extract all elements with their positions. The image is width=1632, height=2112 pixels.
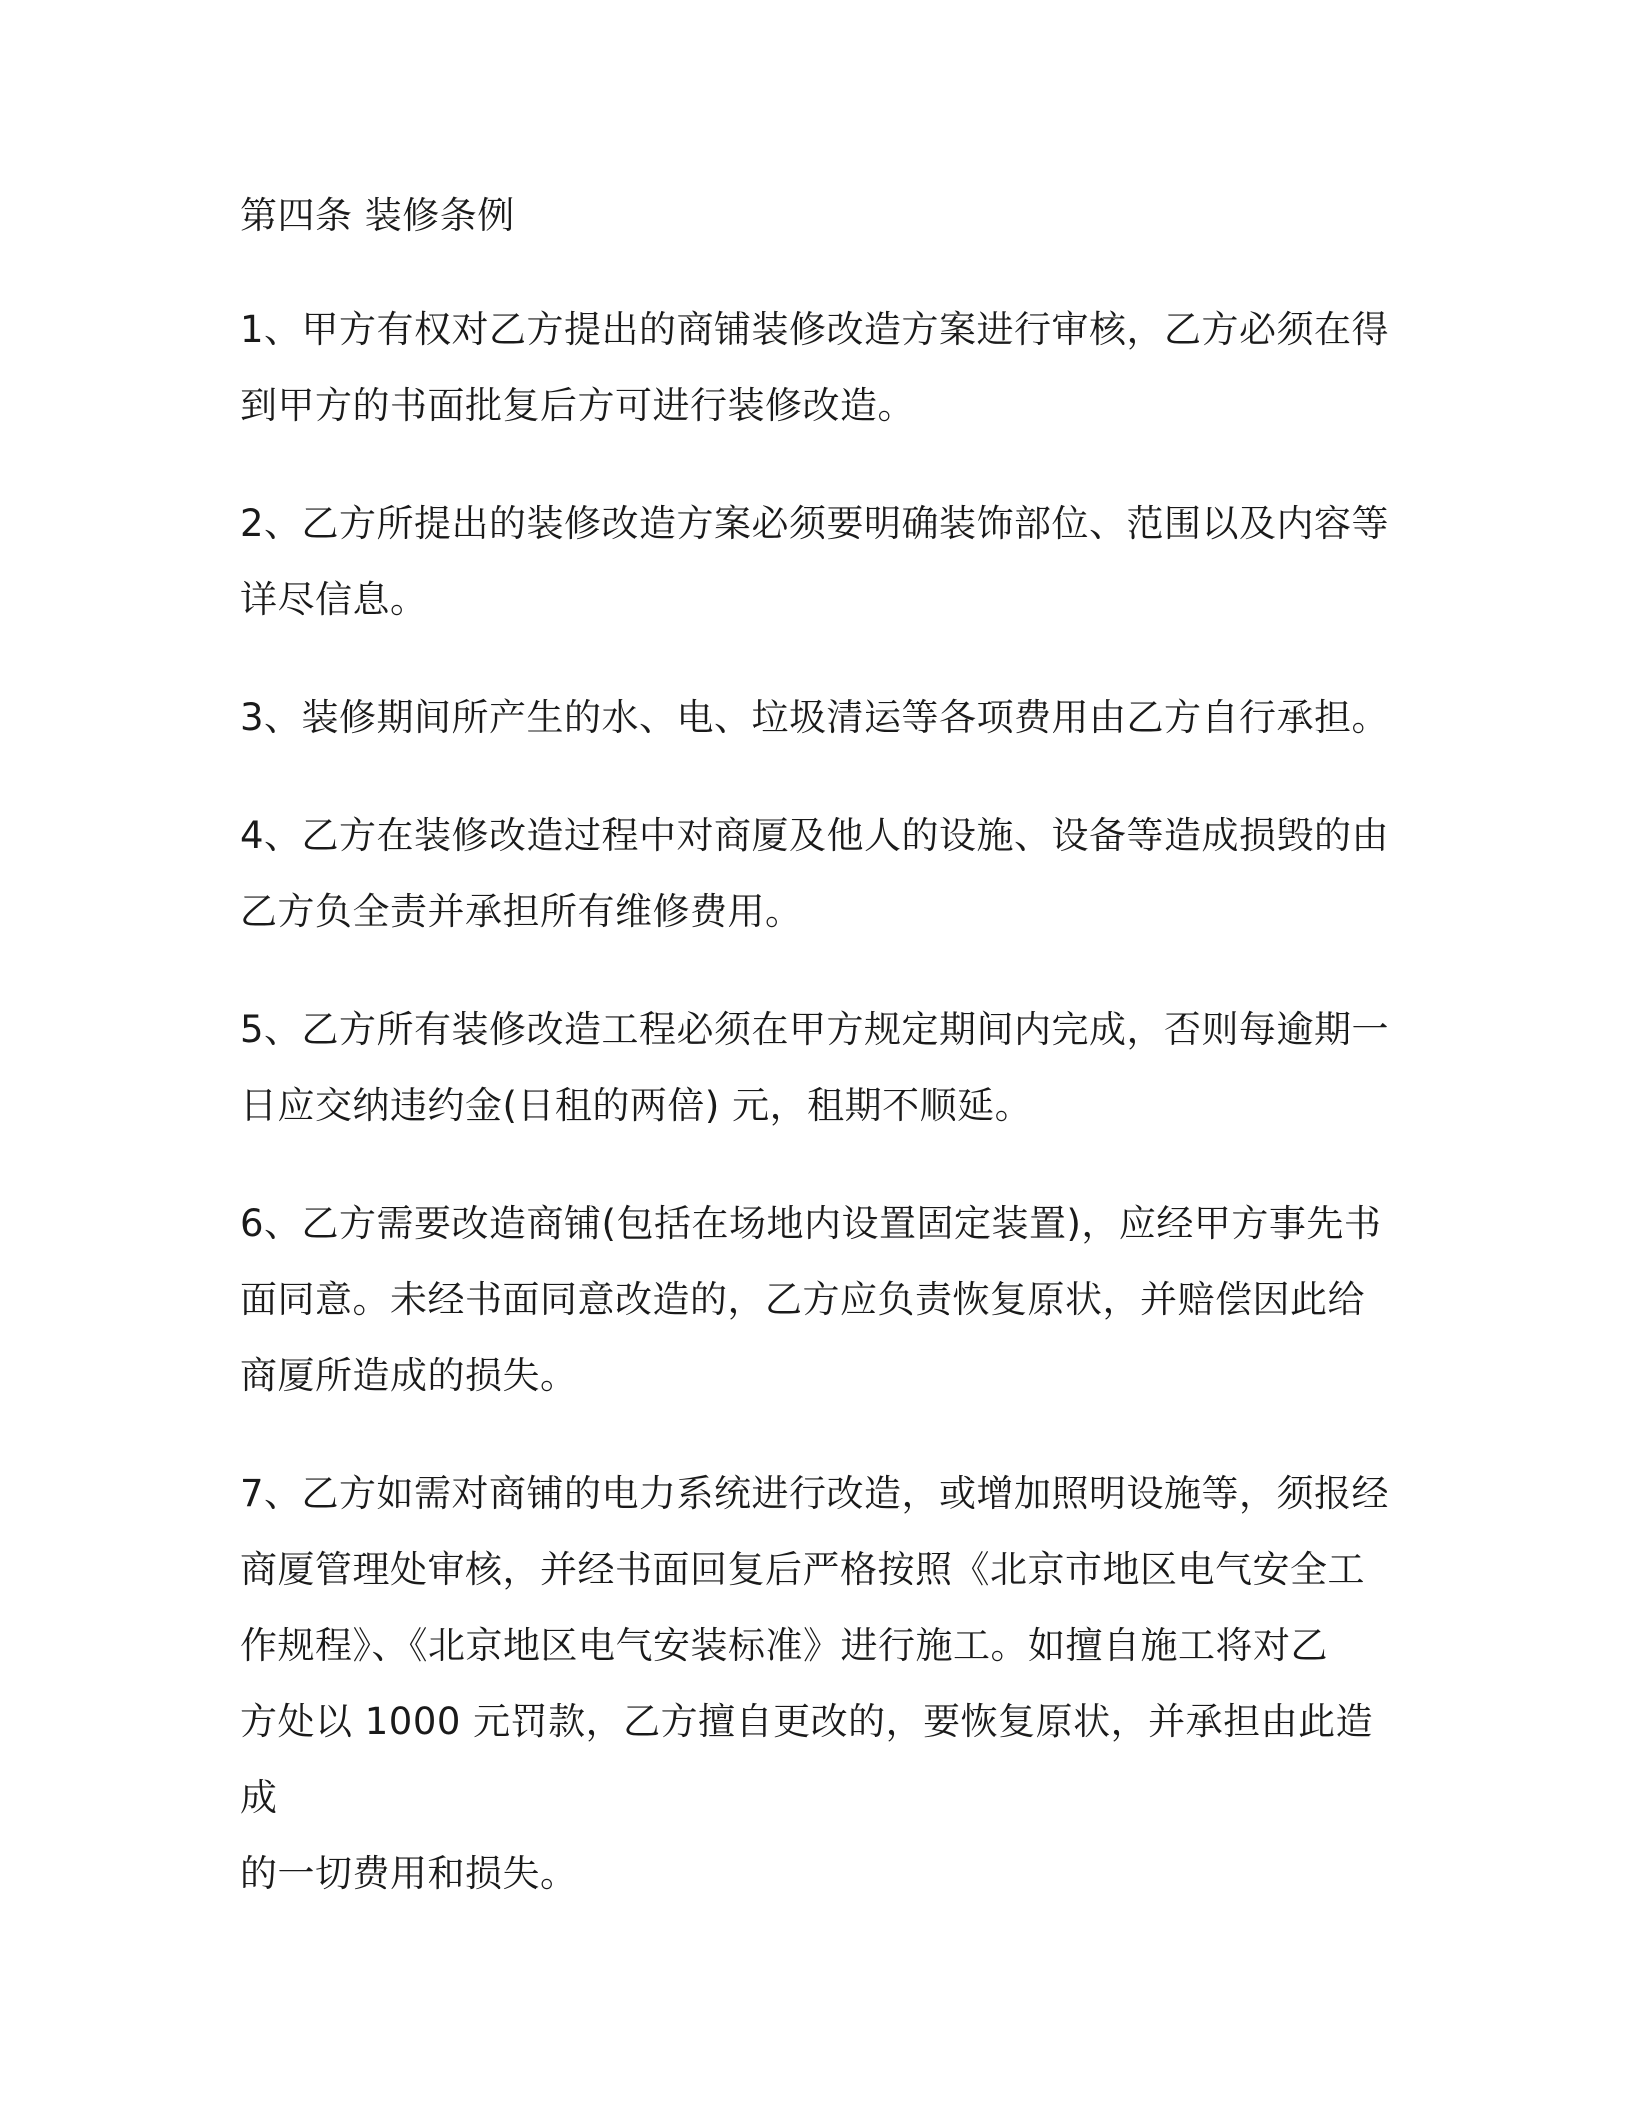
clause-7: 7、乙方如需对商铺的电力系统进行改造，或增加照明设施等，须报经 商厦管理处审核，并经书面回复后严格按照《北京市地区电气安全工 作规程》、《北京地区电气安装标准》进行施工。如擅自施工将对乙 方处以 1000 元罚款，乙方擅自更改的，要恢复原状，并承担由此造成 的一切费用和损失。 xyxy=(240,1472,1390,1895)
clause-2: 2、乙方所提出的装修改造方案必须要明确装饰部位、范围以及内容等 详尽信息。 xyxy=(240,502,1390,621)
clause-5: 5、乙方所有装修改造工程必须在甲方规定期间内完成，否则每逾期一 日应交纳违约金(日租的两倍) 元，租期不顺延。 xyxy=(240,1008,1390,1127)
document-page xyxy=(240,186,1410,1954)
clause-1: 1、甲方有权对乙方提出的商铺装修改造方案进行审核，乙方必须在得 到甲方的书面批复后方可进行装修改造。 xyxy=(240,308,1390,427)
clause-6: 6、乙方需要改造商铺(包括在场地内设置固定装置)，应经甲方事先书 面同意。未经书面同意改造的，乙方应负责恢复原状，并赔偿因此给 商厦所造成的损失。 xyxy=(240,1202,1382,1397)
article-heading: 第四条 装修条例 xyxy=(240,194,515,237)
clause-4: 4、乙方在装修改造过程中对商厦及他人的设施、设备等造成损毁的由 乙方负全责并承担所有维修费用。 xyxy=(240,814,1390,933)
clause-3: 3、装修期间所产生的水、电、垃圾清运等各项费用由乙方自行承担。 xyxy=(240,696,1390,739)
